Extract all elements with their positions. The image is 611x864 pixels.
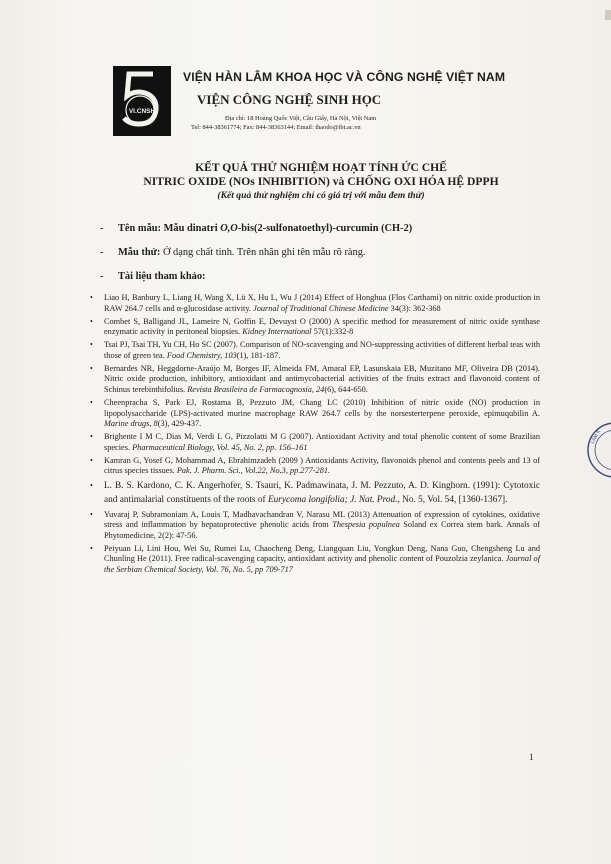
reference-list — [88, 293, 540, 578]
reference-text: , No. 5, Vol. 54, [1360-1367]. — [397, 495, 508, 506]
sample-form-label: Mẫu thử: — [118, 247, 161, 258]
bullet-marker: • — [90, 316, 93, 326]
page-number: 1 — [529, 752, 534, 762]
title-line-1: KẾT QUẢ THỬ NGHIỆM HOẠT TÍNH ỨC CHẾ — [195, 161, 447, 174]
reference-item — [88, 432, 540, 453]
reference-text: Liao H, Banbury L, Liang H, Wang X, Lü X, Hu L, Wu J (2014) Effect of Honghua (Flos Carthami) on nitric oxide production in RAW 264.7 cells and α-glucosidase activity. — [104, 293, 540, 313]
reference-text: L. B. S. Kardono, C. K. Angerhofer, S. Tsauri, K. Padmawinata, J. M. Pezzuto, A. D. Kinghorn. (1991): Cytotoxic and antimalarial constituents of the roots of — [104, 481, 540, 506]
reference-text: Journal of the Serbian Chemical Society, Vol. 76, No. 5, pp 709-717 — [104, 554, 540, 574]
title-note: (Kết quả thử nghiệm chỉ có giá trị với mẫu đem thử) — [217, 190, 425, 201]
bullet-marker: • — [90, 481, 93, 491]
references-heading: Tài liệu tham khảo: — [118, 271, 206, 282]
sample-name-value — [164, 223, 413, 234]
reference-text: Thespesia populnea — [332, 520, 400, 530]
reference-text: Kamran G, Yosef G, Mohammad A, Ebrahimzadeh (2009 ) Antioxidants Activity, flavonoids phenol and contents peels and 13 of citrus species tissues. — [104, 455, 540, 476]
reference-text: Kidney International — [242, 327, 312, 337]
reference-text: Revista Brasileira de Farmacognosia, 24 — [187, 384, 325, 394]
reference-text: Brighente I M C, Dias M, Verdi L G, Pizzolatti M G (2007). Antioxidant Activity and total phenolic content of some Brazilian species. — [104, 432, 540, 452]
org-name-academy: VIỆN HÀN LÂM KHOA HỌC VÀ CÔNG NGHỆ VIỆT NAM — [183, 70, 506, 84]
bullet-marker: • — [90, 455, 93, 465]
bullet-marker: • — [90, 509, 93, 519]
reference-item — [88, 479, 540, 507]
dash-marker: - — [100, 223, 104, 234]
reference-item — [88, 317, 540, 338]
reference-text: Peiyuan Li, Lini Hou, Wei Su, Rumei Lu, Chaocheng Deng, Liangquan Liu, Yongkun Deng, Nana Guo, Chengsheng Lu and Chunling He (2011). Free radical-scavenging capacity, antioxidant activity and phenolic content of Pouzolzia zeylanica. — [104, 543, 540, 564]
reference-text: Soland ex Correa stem bark. Annals of Phytomedicine, 2(2): 47-56. — [104, 520, 541, 540]
reference-text: Eurycoma longifolia; J. Nat. Prod. — [267, 495, 398, 506]
sample-name-label: Tên mẫu: — [118, 223, 162, 234]
reference-item — [88, 340, 540, 361]
reference-item — [88, 510, 540, 542]
reference-text: Food Chemistry, 103 — [166, 350, 237, 360]
reference-text: Tsai PJ, Tsai TH, Yu CH, Ho SC (2007). Comparison of NO-scavenging and NO-suppressing activities of different herbal teas with those of green tea. — [104, 340, 540, 360]
reference-text: Pharmaceutical Biology, Vol. 45, No. 2, pp. 156–161 — [132, 442, 308, 452]
reference-text: Yuvaraj P, Subramoniam A, Louis T, Madhavachandran V, Narasu ML (2013) Attenuation of expression of cytokines, oxidative stress and inflammation by hepatoprotective phenolic acids from — [104, 509, 540, 530]
dash-marker: - — [100, 247, 104, 258]
reference-text: 57(1):332-8 — [311, 327, 354, 337]
org-name-institute: VIỆN CÔNG NGHỆ SINH HỌC — [197, 92, 382, 107]
reference-text: 34(3): 362-368 — [388, 303, 441, 313]
sample-form-value: Ở dạng chất tinh. Trên nhãn ghi tên mẫu rõ ràng. — [162, 247, 366, 258]
reference-item — [88, 398, 540, 430]
bullet-marker: • — [90, 293, 93, 302]
sample-name-part: -bis(2-sulfonatoethyl)-curcumin (CH-2) — [237, 223, 413, 234]
title-line-2: NITRIC OXIDE (NOs INHIBITION) và CHỐNG OXI HÓA HỆ DPPH — [143, 175, 499, 188]
report-title — [96, 161, 546, 202]
reference-item — [88, 293, 540, 314]
institute-logo — [113, 66, 171, 136]
references-heading-row — [100, 270, 540, 284]
reference-text: (1), 181-187. — [236, 350, 281, 360]
reference-text: Marine drugs, 8 — [104, 419, 158, 429]
org-address — [191, 114, 523, 132]
reference-text: Cheenprachа S, Park EJ, Rostama B, Pezzuto JM, Chang LC (2010) Inhibition of nitric oxide (NO) production in lipopolysaccharide (LPS)-activated murine macrophage RAW 264.7 cells by the norsesterterpene peroxide, epimuqubilin A. — [104, 397, 540, 418]
organization-block — [183, 70, 523, 132]
bullet-marker: • — [90, 543, 93, 553]
bullet-marker: • — [90, 432, 93, 442]
address-line: Địa chỉ: 18 Hoàng Quốc Việt, Cầu Giấy, Hà Nội, Việt Nam — [225, 115, 377, 122]
bullet-marker: • — [90, 363, 93, 373]
reference-text: Bernardes NR, Heggdorne-Araújo M, Borges IF, Almeida FM, Amaral EP, Lasunskaia EB, Muzitano MF, Oliveira DB (2014). Nitric oxide production, inhibitory, antioxidant and antimycobacterial activities of the fruits extract and flavonoid content of Schinus terebinthifolius. — [104, 363, 540, 394]
reference-text: Combet S, Balligand JL, Lameire N, Goffin E, Devuyst O (2000) A specific method for measurement of nitric oxide synthase enzymatic activity in peritoneal biopsies. — [104, 316, 540, 337]
scan-mark — [605, 10, 611, 20]
reference-text: (3), 429-437. — [157, 419, 202, 429]
bullet-marker: • — [90, 397, 93, 407]
sample-name-italic: O,O — [220, 223, 238, 234]
reference-text: (6), 644-650. — [324, 384, 368, 394]
dash-marker: - — [100, 271, 104, 282]
stamp-text: LÂM K — [589, 428, 603, 445]
sample-name-part: Mẫu dinatri — [163, 223, 221, 234]
contact-line: Tel: 844-38361774; Fax: 844-38363144; Email: thaodo@ibt.ac.vn — [191, 124, 361, 131]
reference-text: Pak. J. Pharm. Sci., Vol.22, No.3, pp.277-281. — [176, 466, 331, 476]
sample-name-row — [100, 222, 540, 236]
reference-text: Journal of Traditional Chinese Medicine — [253, 303, 389, 313]
reference-item — [88, 456, 540, 477]
sample-form-row — [100, 246, 540, 260]
reference-item — [88, 364, 540, 396]
reference-item — [88, 544, 540, 576]
bullet-marker: • — [90, 340, 93, 350]
logo-text: VI.CNSH — [128, 108, 156, 115]
sample-info — [100, 222, 540, 294]
official-stamp — [585, 420, 611, 480]
